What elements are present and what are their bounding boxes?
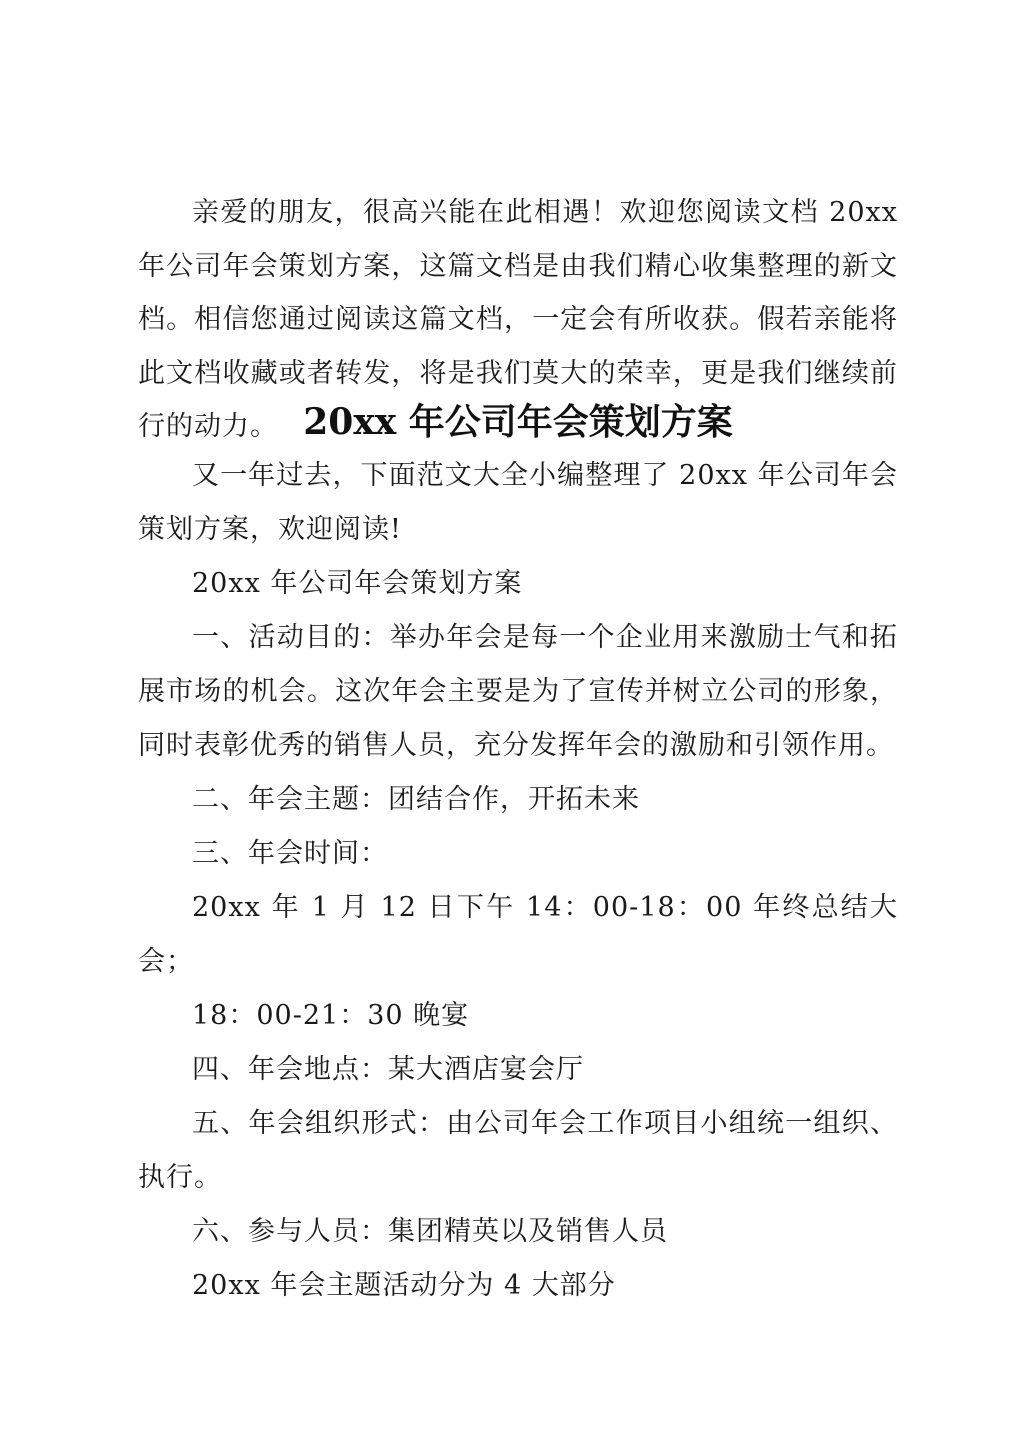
paragraph-theme: 二、年会主题：团结合作，开拓未来: [192, 784, 640, 815]
paragraph-organization: 五、年会组织形式：由公司年会工作项目小组统一组织、执行。: [138, 1108, 898, 1193]
paragraph-activities: 20xx 年会主题活动分为 4 大部分: [192, 1270, 616, 1301]
intro-paragraph: 亲爱的朋友，很高兴能在此相遇！欢迎您阅读文档 20xx 年公司年会策划方案，这篇文档是由我们精心收集整理的新文档。相信您通过阅读这篇文档，一定会有所收获。假若亲能将此文档收藏或者转发，将是我们莫大的荣幸，更是我们继续前行的动力。: [138, 197, 898, 442]
paragraph-subtitle: 20xx 年公司年会策划方案: [192, 568, 523, 599]
paragraph-participants: 六、参与人员：集团精英以及销售人员: [192, 1216, 668, 1247]
paragraph-time-banquet: 18：00-21：30 晚宴: [192, 1000, 470, 1031]
document-title: 20xx 年公司年会策划方案: [303, 401, 733, 443]
paragraph-purpose: 一、活动目的：举办年会是每一个企业用来激励士气和拓展市场的机会。这次年会主要是为了宣传并树立公司的形象，同时表彰优秀的销售人员，充分发挥年会的激励和引领作用。: [138, 622, 898, 761]
paragraph-opening: 又一年过去，下面范文大全小编整理了 20xx 年公司年会策划方案，欢迎阅读!: [138, 460, 898, 545]
document-body: [138, 449, 898, 1313]
paragraph-time-meeting: 20xx 年 1 月 12 日下午 14：00-18：00 年终总结大会；: [138, 892, 898, 977]
paragraph-location: 四、年会地点：某大酒店宴会厅: [192, 1054, 584, 1085]
paragraph-time-heading: 三、年会时间：: [192, 838, 388, 869]
